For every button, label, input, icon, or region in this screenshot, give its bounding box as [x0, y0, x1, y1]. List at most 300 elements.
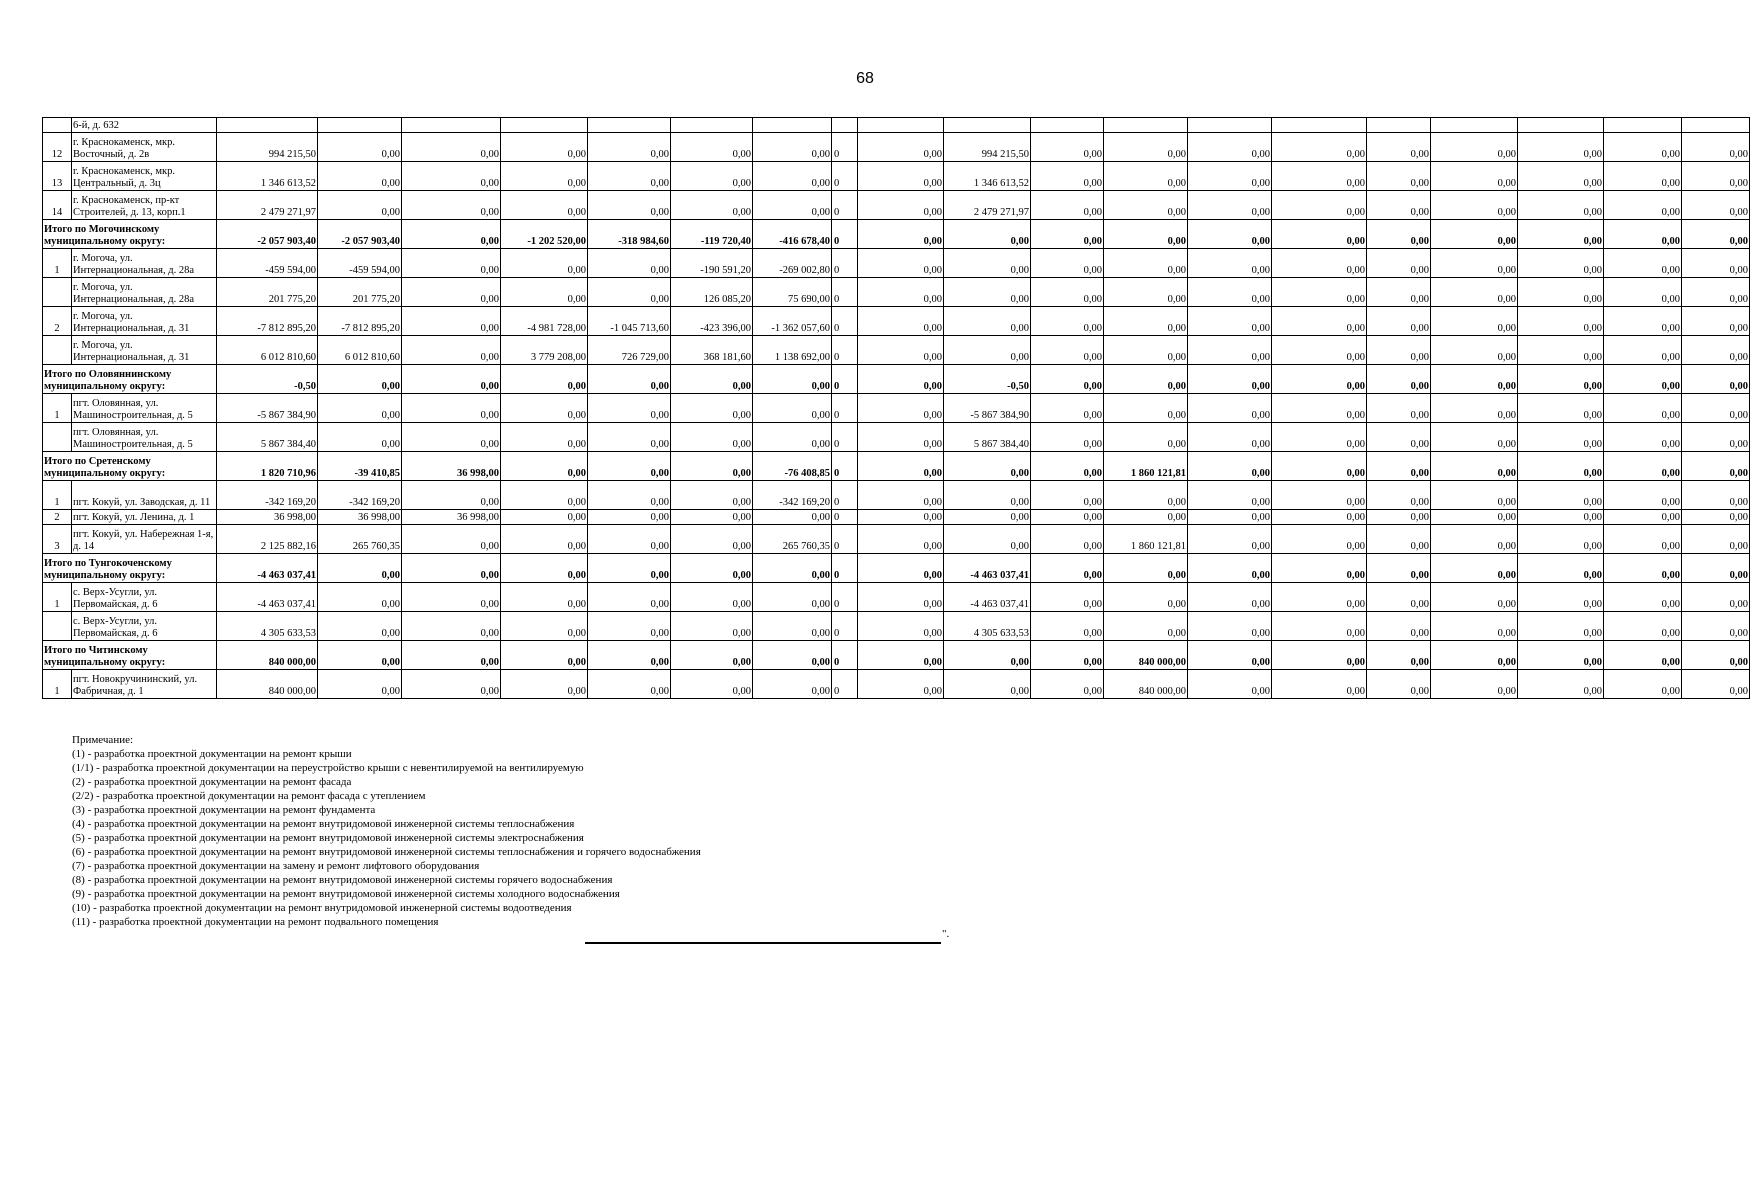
value-cell	[1604, 118, 1682, 133]
value-cell: 0,00	[501, 510, 588, 525]
value-cell	[753, 118, 832, 133]
value-cell: 0,00	[402, 612, 501, 641]
address-cell: пгт. Оловянная, ул. Машиностроительная, д. 5	[72, 423, 217, 452]
value-cell	[671, 118, 753, 133]
value-cell: 0,00	[1367, 423, 1431, 452]
budget-table	[42, 117, 1750, 699]
value-cell: 0,00	[402, 365, 501, 394]
value-cell: 0,00	[402, 336, 501, 365]
value-cell: 0,00	[1431, 452, 1518, 481]
value-cell	[501, 118, 588, 133]
value-cell: 0,00	[1031, 583, 1104, 612]
value-cell: 6 012 810,60	[217, 336, 318, 365]
value-cell: 0,00	[1188, 641, 1272, 670]
value-cell: 0	[832, 365, 858, 394]
value-cell: 0,00	[1104, 481, 1188, 510]
value-cell: 0	[832, 423, 858, 452]
address-cell: с. Верх-Усугли, ул. Первомайская, д. 6	[72, 583, 217, 612]
row-number: 1	[43, 394, 72, 423]
value-cell: 0,00	[1031, 554, 1104, 583]
value-cell: 0,00	[588, 394, 671, 423]
value-cell: 0,00	[1272, 554, 1367, 583]
value-cell: 0,00	[1431, 307, 1518, 336]
value-cell: 6 012 810,60	[318, 336, 402, 365]
value-cell: 0,00	[1367, 583, 1431, 612]
value-cell: 0,00	[1031, 481, 1104, 510]
value-cell: 0,00	[1431, 554, 1518, 583]
note-line: (3) - разработка проектной документации на ремонт фундамента	[72, 804, 376, 816]
value-cell: 0,00	[1272, 394, 1367, 423]
value-cell: 0,00	[402, 278, 501, 307]
value-cell: 0,00	[1431, 481, 1518, 510]
table-row	[43, 510, 1750, 525]
value-cell: 0,00	[1682, 394, 1750, 423]
value-cell: 0,00	[1367, 510, 1431, 525]
row-number: 13	[43, 162, 72, 191]
value-cell: 265 760,35	[318, 525, 402, 554]
value-cell: 0	[832, 249, 858, 278]
value-cell: 0,00	[1518, 365, 1604, 394]
value-cell: 0,00	[318, 423, 402, 452]
value-cell: -1 045 713,60	[588, 307, 671, 336]
value-cell: 0,00	[588, 452, 671, 481]
address-cell: г. Краснокаменск, мкр. Центральный, д. 3ц	[72, 162, 217, 191]
value-cell: 0,00	[501, 249, 588, 278]
value-cell: 0,00	[1367, 481, 1431, 510]
value-cell: 0,00	[1272, 670, 1367, 699]
value-cell	[217, 118, 318, 133]
total-label: Итого по Тунгокоченскому муниципальному округу:	[43, 554, 217, 583]
notes-heading: Примечание:	[72, 734, 134, 746]
value-cell: 0,00	[1188, 510, 1272, 525]
value-cell: 0,00	[858, 162, 944, 191]
value-cell: 1 346 613,52	[217, 162, 318, 191]
total-label: Итого по Могочинскому муниципальному округу:	[43, 220, 217, 249]
closing-mark: ".	[942, 928, 950, 940]
value-cell: 201 775,20	[318, 278, 402, 307]
value-cell: 0,00	[1518, 510, 1604, 525]
value-cell: 0,00	[1367, 336, 1431, 365]
value-cell: 0,00	[671, 612, 753, 641]
value-cell: 0,00	[402, 641, 501, 670]
value-cell: 2 479 271,97	[217, 191, 318, 220]
value-cell: 1 860 121,81	[1104, 452, 1188, 481]
value-cell: -459 594,00	[318, 249, 402, 278]
value-cell: 0,00	[1367, 191, 1431, 220]
value-cell: 0,00	[318, 612, 402, 641]
value-cell: 0,00	[1604, 249, 1682, 278]
value-cell: 0,00	[1604, 336, 1682, 365]
value-cell: -7 812 895,20	[318, 307, 402, 336]
value-cell: 840 000,00	[1104, 641, 1188, 670]
value-cell: -5 867 384,90	[944, 394, 1031, 423]
value-cell: 0,00	[318, 191, 402, 220]
value-cell: 0,00	[753, 423, 832, 452]
value-cell: 0,00	[402, 423, 501, 452]
value-cell: 0,00	[944, 510, 1031, 525]
value-cell: 265 760,35	[753, 525, 832, 554]
value-cell: 0,00	[1031, 278, 1104, 307]
value-cell: 0,00	[1682, 481, 1750, 510]
value-cell: 5 867 384,40	[944, 423, 1031, 452]
value-cell: 0,00	[1104, 133, 1188, 162]
value-cell: 0,00	[1272, 510, 1367, 525]
value-cell: 0,00	[944, 220, 1031, 249]
value-cell: 0,00	[588, 583, 671, 612]
value-cell: 0,00	[1682, 583, 1750, 612]
value-cell: 0,00	[1604, 365, 1682, 394]
value-cell: 0,00	[1682, 525, 1750, 554]
value-cell: 0,00	[1031, 162, 1104, 191]
address-cell: пгт. Оловянная, ул. Машиностроительная, д. 5	[72, 394, 217, 423]
value-cell: 0,00	[1518, 583, 1604, 612]
table-row	[43, 525, 1750, 554]
value-cell: 0,00	[1188, 133, 1272, 162]
value-cell: 0,00	[1518, 191, 1604, 220]
table-row	[43, 336, 1750, 365]
value-cell: -76 408,85	[753, 452, 832, 481]
note-line: (1) - разработка проектной документации на ремонт крыши	[72, 748, 352, 760]
value-cell: 0,00	[753, 554, 832, 583]
value-cell: 0,00	[1682, 423, 1750, 452]
note-line: (8) - разработка проектной документации на ремонт внутридомовой инженерной системы горячего водоснабжения	[72, 874, 613, 886]
value-cell: 0,00	[1682, 612, 1750, 641]
value-cell: 0,00	[858, 481, 944, 510]
row-number	[43, 423, 72, 452]
value-cell: 0,00	[1604, 191, 1682, 220]
value-cell: 368 181,60	[671, 336, 753, 365]
value-cell: 0,00	[1188, 481, 1272, 510]
value-cell: 994 215,50	[944, 133, 1031, 162]
value-cell: 0	[832, 612, 858, 641]
value-cell: 0,00	[944, 481, 1031, 510]
value-cell: -2 057 903,40	[217, 220, 318, 249]
value-cell: 0,00	[1188, 278, 1272, 307]
value-cell: -269 002,80	[753, 249, 832, 278]
value-cell: 0,00	[402, 249, 501, 278]
value-cell: 1 820 710,96	[217, 452, 318, 481]
table-row	[43, 191, 1750, 220]
value-cell: 0,00	[1682, 452, 1750, 481]
value-cell: 0,00	[1518, 278, 1604, 307]
value-cell: 0,00	[588, 481, 671, 510]
value-cell: 0,00	[1367, 452, 1431, 481]
value-cell: 0,00	[1518, 336, 1604, 365]
value-cell: 0,00	[1188, 670, 1272, 699]
value-cell: 0,00	[501, 278, 588, 307]
value-cell: 0,00	[1104, 365, 1188, 394]
address-cell: пгт. Кокуй, ул. Ленина, д. 1	[72, 510, 217, 525]
value-cell: 0,00	[671, 510, 753, 525]
value-cell: 0,00	[588, 554, 671, 583]
note-line: (6) - разработка проектной документации на ремонт внутридомовой инженерной системы теплоснабжения и горячего водоснабжения	[72, 846, 701, 858]
value-cell: 3 779 208,00	[501, 336, 588, 365]
value-cell: 0,00	[753, 583, 832, 612]
total-row	[43, 365, 1750, 394]
value-cell	[1188, 118, 1272, 133]
value-cell: 0	[832, 191, 858, 220]
value-cell: 0,00	[1518, 307, 1604, 336]
row-number: 1	[43, 583, 72, 612]
value-cell: 0,00	[1431, 394, 1518, 423]
value-cell: 0,00	[753, 510, 832, 525]
value-cell: 0,00	[318, 670, 402, 699]
value-cell: 0,00	[753, 612, 832, 641]
value-cell: -2 057 903,40	[318, 220, 402, 249]
value-cell	[1367, 118, 1431, 133]
value-cell: 0,00	[1272, 162, 1367, 191]
value-cell: 0,00	[1682, 220, 1750, 249]
value-cell: 0,00	[1272, 278, 1367, 307]
value-cell: 0,00	[1604, 452, 1682, 481]
value-cell: 4 305 633,53	[217, 612, 318, 641]
value-cell: 0,00	[1431, 612, 1518, 641]
value-cell: 0	[832, 133, 858, 162]
value-cell	[1682, 118, 1750, 133]
value-cell: 0,00	[1604, 612, 1682, 641]
value-cell: 0,00	[671, 162, 753, 191]
value-cell: 0,00	[1367, 612, 1431, 641]
value-cell: 0,00	[402, 525, 501, 554]
value-cell: 0,00	[402, 191, 501, 220]
value-cell: 0,00	[944, 452, 1031, 481]
value-cell: 0,00	[1518, 249, 1604, 278]
value-cell: 0,00	[858, 336, 944, 365]
value-cell: 2 479 271,97	[944, 191, 1031, 220]
value-cell: 0,00	[1272, 583, 1367, 612]
value-cell: 0,00	[671, 365, 753, 394]
value-cell: 0,00	[858, 191, 944, 220]
value-cell: 994 215,50	[217, 133, 318, 162]
value-cell: 0,00	[1604, 525, 1682, 554]
value-cell: 0,00	[1104, 583, 1188, 612]
value-cell: -4 463 037,41	[217, 583, 318, 612]
value-cell: 0,00	[944, 278, 1031, 307]
note-line: (7) - разработка проектной документации на замену и ремонт лифтового оборудования	[72, 860, 480, 872]
value-cell: 0,00	[1431, 336, 1518, 365]
value-cell: 0,00	[501, 191, 588, 220]
value-cell: 0	[832, 583, 858, 612]
value-cell: 0,00	[1367, 365, 1431, 394]
value-cell: 0,00	[1188, 307, 1272, 336]
value-cell: 0,00	[1604, 641, 1682, 670]
value-cell: 0,00	[1367, 162, 1431, 191]
value-cell: 0,00	[1518, 162, 1604, 191]
table-row	[43, 249, 1750, 278]
value-cell: 0,00	[501, 481, 588, 510]
value-cell: 0,00	[588, 525, 671, 554]
value-cell	[1104, 118, 1188, 133]
value-cell: 0	[832, 481, 858, 510]
value-cell: 0,00	[1272, 452, 1367, 481]
value-cell: 0,00	[1682, 510, 1750, 525]
value-cell: 0,00	[588, 365, 671, 394]
value-cell: 0,00	[1188, 525, 1272, 554]
value-cell: 0,00	[1104, 612, 1188, 641]
value-cell: 0,00	[588, 191, 671, 220]
value-cell: 0,00	[1272, 641, 1367, 670]
value-cell: 0,00	[1031, 336, 1104, 365]
value-cell: 0,00	[1272, 525, 1367, 554]
value-cell: 0,00	[1367, 278, 1431, 307]
address-cell: пгт. Новокручининский, ул. Фабричная, д. 1	[72, 670, 217, 699]
value-cell: 0,00	[402, 220, 501, 249]
value-cell: 0,00	[1518, 394, 1604, 423]
value-cell: 0,00	[944, 336, 1031, 365]
value-cell: 36 998,00	[217, 510, 318, 525]
value-cell: -4 981 728,00	[501, 307, 588, 336]
value-cell: 0	[832, 220, 858, 249]
value-cell: 0,00	[1188, 162, 1272, 191]
value-cell: 0,00	[1031, 452, 1104, 481]
value-cell: 0,00	[1104, 191, 1188, 220]
value-cell: 0,00	[501, 612, 588, 641]
value-cell: 0,00	[402, 394, 501, 423]
value-cell: 36 998,00	[402, 452, 501, 481]
value-cell: 0,00	[318, 162, 402, 191]
value-cell: 0,00	[1104, 336, 1188, 365]
value-cell: 0	[832, 554, 858, 583]
value-cell: 0,00	[1431, 220, 1518, 249]
value-cell: -4 463 037,41	[944, 554, 1031, 583]
value-cell: 0,00	[858, 249, 944, 278]
value-cell: 0,00	[1431, 133, 1518, 162]
value-cell: 0,00	[1518, 133, 1604, 162]
value-cell: 0,00	[1682, 307, 1750, 336]
value-cell: 1 138 692,00	[753, 336, 832, 365]
table-row	[43, 612, 1750, 641]
value-cell: -342 169,20	[753, 481, 832, 510]
value-cell: 0,00	[1272, 365, 1367, 394]
table-row	[43, 583, 1750, 612]
value-cell: 0,00	[753, 162, 832, 191]
table-row	[43, 118, 1750, 133]
value-cell: 0,00	[1104, 249, 1188, 278]
value-cell: 0,00	[1604, 481, 1682, 510]
value-cell: -5 867 384,90	[217, 394, 318, 423]
value-cell: 0,00	[1272, 423, 1367, 452]
value-cell: 0,00	[1682, 336, 1750, 365]
address-cell: г. Могоча, ул. Интернациональная, д. 31	[72, 336, 217, 365]
value-cell: 0,00	[1431, 510, 1518, 525]
value-cell: 0,00	[1031, 133, 1104, 162]
value-cell: -342 169,20	[318, 481, 402, 510]
value-cell: 1 346 613,52	[944, 162, 1031, 191]
value-cell: 726 729,00	[588, 336, 671, 365]
value-cell: 0,00	[1682, 278, 1750, 307]
value-cell: 0,00	[1367, 641, 1431, 670]
value-cell: 0,00	[671, 191, 753, 220]
value-cell: -416 678,40	[753, 220, 832, 249]
note-line: (11) - разработка проектной документации на ремонт подвального помещения	[72, 916, 439, 928]
value-cell: 0,00	[318, 133, 402, 162]
value-cell: 0,00	[1367, 670, 1431, 699]
value-cell: 0,00	[1431, 525, 1518, 554]
value-cell: 0,00	[402, 583, 501, 612]
value-cell: 0,00	[753, 670, 832, 699]
value-cell: 0,00	[588, 510, 671, 525]
value-cell	[402, 118, 501, 133]
value-cell: 0,00	[501, 162, 588, 191]
value-cell: 0,00	[1367, 133, 1431, 162]
value-cell: 0,00	[588, 133, 671, 162]
value-cell: 201 775,20	[217, 278, 318, 307]
value-cell: 0,00	[402, 554, 501, 583]
value-cell: -423 396,00	[671, 307, 753, 336]
value-cell: 0,00	[402, 481, 501, 510]
value-cell: 0,00	[1367, 249, 1431, 278]
value-cell: 0,00	[1604, 423, 1682, 452]
value-cell: 0,00	[944, 525, 1031, 554]
row-number: 2	[43, 307, 72, 336]
value-cell: 0,00	[1272, 133, 1367, 162]
note-line: (10) - разработка проектной документации на ремонт внутридомовой инженерной системы водоотведения	[72, 902, 572, 914]
value-cell: 0,00	[1518, 525, 1604, 554]
value-cell: 0,00	[1367, 525, 1431, 554]
value-cell: 0,00	[1604, 670, 1682, 699]
value-cell: 0,00	[1031, 525, 1104, 554]
value-cell: 0,00	[858, 423, 944, 452]
value-cell: -0,50	[944, 365, 1031, 394]
value-cell: 0,00	[1031, 220, 1104, 249]
value-cell: -190 591,20	[671, 249, 753, 278]
value-cell: 0,00	[1272, 191, 1367, 220]
value-cell: 0	[832, 394, 858, 423]
value-cell: 0,00	[1272, 220, 1367, 249]
value-cell: 0,00	[858, 554, 944, 583]
value-cell: 0	[832, 307, 858, 336]
value-cell: 0	[832, 162, 858, 191]
value-cell: 0,00	[1188, 191, 1272, 220]
address-cell: г. Могоча, ул. Интернациональная, д. 31	[72, 307, 217, 336]
note-line: (2) - разработка проектной документации на ремонт фасада	[72, 776, 352, 788]
value-cell: 1 860 121,81	[1104, 525, 1188, 554]
address-cell: пгт. Кокуй, ул. Заводская, д. 11	[72, 481, 217, 510]
value-cell: 0,00	[1518, 423, 1604, 452]
value-cell: -459 594,00	[217, 249, 318, 278]
value-cell: 0,00	[671, 525, 753, 554]
value-cell: 0,00	[588, 162, 671, 191]
value-cell: 4 305 633,53	[944, 612, 1031, 641]
value-cell: 0,00	[402, 162, 501, 191]
row-number: 3	[43, 525, 72, 554]
value-cell: 0,00	[753, 365, 832, 394]
value-cell: 0,00	[588, 278, 671, 307]
value-cell: 0,00	[671, 583, 753, 612]
value-cell: 0,00	[1367, 394, 1431, 423]
value-cell: 0,00	[501, 554, 588, 583]
value-cell: 0,00	[1518, 554, 1604, 583]
value-cell: 0,00	[1604, 220, 1682, 249]
total-label: Итого по Сретенскому муниципальному округу:	[43, 452, 217, 481]
value-cell: -1 202 520,00	[501, 220, 588, 249]
value-cell: 0,00	[671, 641, 753, 670]
address-cell: г. Краснокаменск, пр-кт Строителей, д. 13, корп.1	[72, 191, 217, 220]
value-cell: 0,00	[1518, 641, 1604, 670]
value-cell: 5 867 384,40	[217, 423, 318, 452]
address-cell: 6-й, д. 632	[72, 118, 217, 133]
value-cell: 0,00	[1272, 307, 1367, 336]
row-number: 2	[43, 510, 72, 525]
value-cell: 0,00	[501, 583, 588, 612]
value-cell: 0,00	[671, 554, 753, 583]
row-number: 1	[43, 670, 72, 699]
value-cell: 0,00	[944, 249, 1031, 278]
table-row	[43, 278, 1750, 307]
closing-line	[585, 942, 941, 944]
row-number: 12	[43, 133, 72, 162]
value-cell: 0,00	[1518, 612, 1604, 641]
